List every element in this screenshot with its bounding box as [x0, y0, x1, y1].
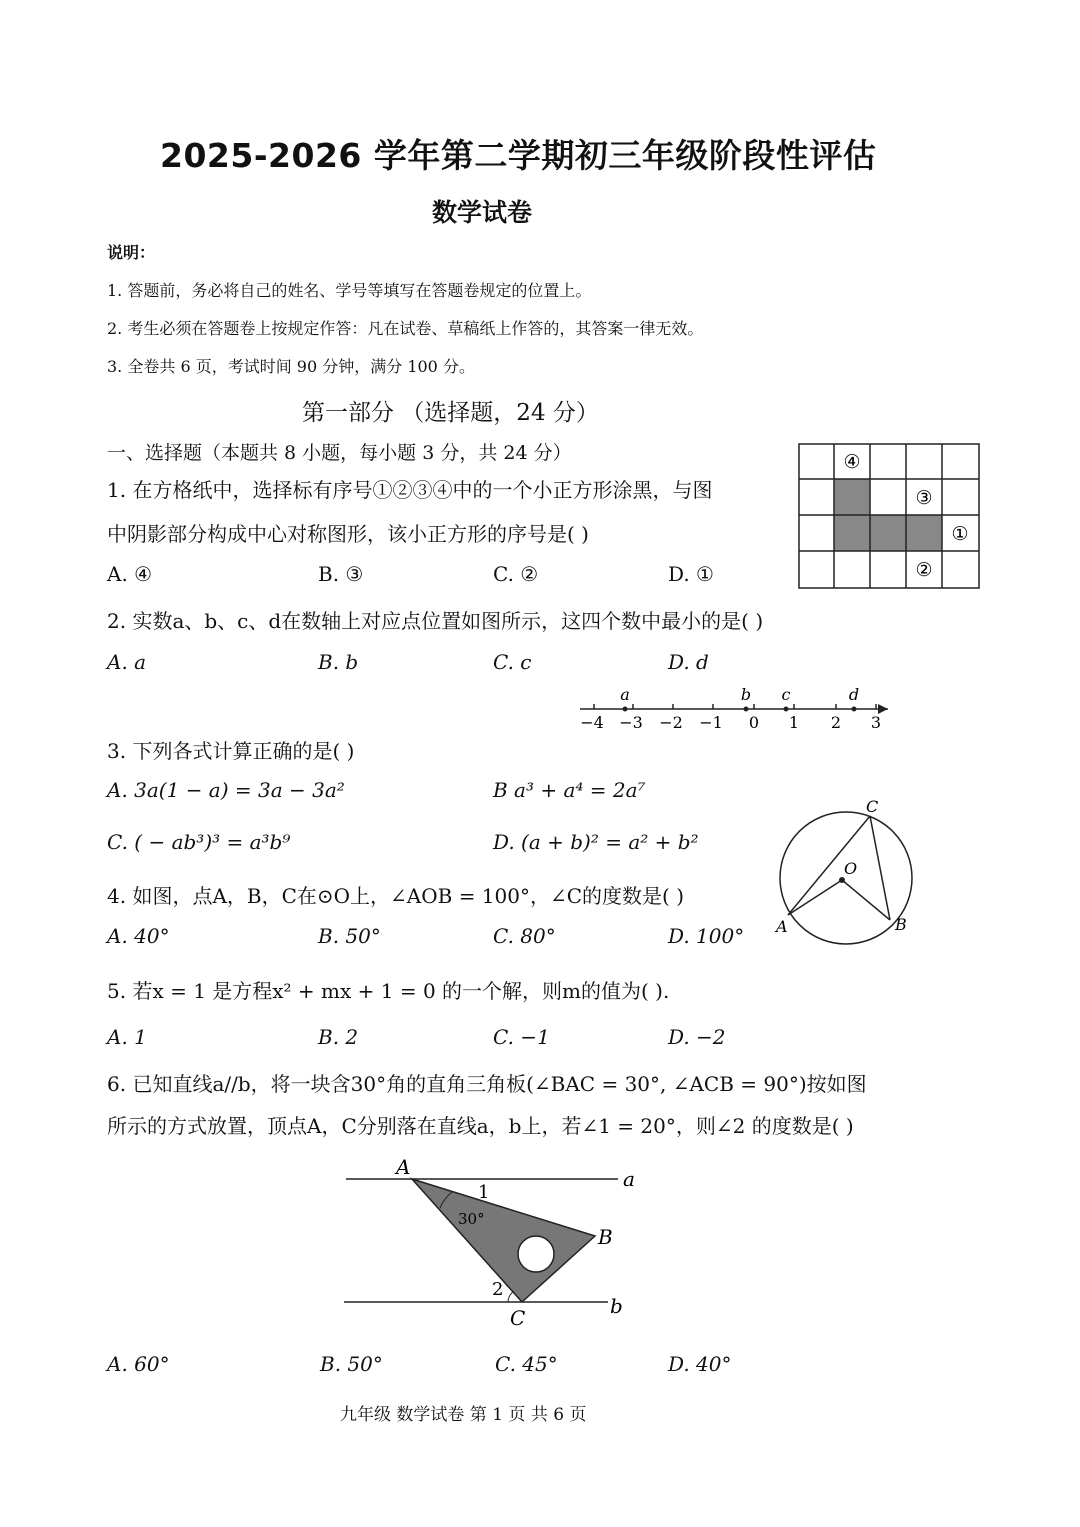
q5-option-a: A. 1	[107, 1025, 147, 1049]
label-a: A	[776, 917, 788, 936]
q6-option-d: D. 40°	[668, 1352, 732, 1376]
tick-label: −4	[580, 713, 604, 732]
q3-option-a: A. 3a(1 − a) = 3a − 3a²	[107, 778, 345, 802]
q6-option-b: B. 50°	[320, 1352, 383, 1376]
set-square-hole	[518, 1236, 554, 1272]
tick-label: −1	[699, 713, 723, 732]
q3-option-b: B a³ + a⁴ = 2a⁷	[493, 778, 646, 802]
grid-mark-2: ②	[915, 559, 933, 581]
tick-label: 2	[830, 713, 842, 732]
label-b: B	[895, 915, 907, 934]
tick-label: −2	[659, 713, 683, 732]
question-5: 5. 若x = 1 是方程x² + mx + 1 = 0 的一个解，则m的值为( ).	[107, 979, 670, 1003]
label-line-b: b	[610, 1294, 623, 1318]
grid-shaded-cell	[834, 479, 870, 515]
q6-option-a: A. 60°	[107, 1352, 170, 1376]
q4-option-b: B. 50°	[318, 924, 381, 948]
tick-label: 3	[870, 713, 882, 732]
point-a	[623, 707, 628, 712]
q2-number-line-figure	[570, 682, 900, 734]
label-angle-1: 1	[478, 1182, 490, 1203]
point-label-b: b	[740, 685, 752, 704]
exam-subject: 数学试卷	[432, 198, 533, 227]
label-c: C	[866, 798, 879, 816]
label-line-a: a	[623, 1167, 635, 1191]
exam-title: 2025-2026 学年第二学期初三年级阶段性评估	[160, 136, 877, 175]
section-heading: 一、选择题（本题共 8 小题，每小题 3 分，共 24 分）	[107, 442, 572, 464]
set-square	[412, 1179, 595, 1302]
instruction-item: 2. 考生必须在答题卷上按规定作答：凡在试卷、草稿纸上作答的，其答案一律无效。	[107, 319, 704, 338]
question-4: 4. 如图，点A，B，C在⊙O上，∠AOB = 100°，∠C的度数是( )	[107, 884, 685, 908]
tick-label: 0	[748, 713, 760, 732]
q2-option-a: A. a	[107, 650, 147, 674]
label-angle-30: 30°	[458, 1210, 485, 1228]
q1-option-d: D. ①	[668, 562, 714, 586]
point-label-d: d	[848, 685, 860, 704]
instructions-label: 说明：	[107, 243, 156, 262]
q6-option-c: C. 45°	[495, 1352, 558, 1376]
grid-shaded-cell	[870, 515, 906, 551]
tick-label: 1	[788, 713, 800, 732]
q6-triangle-figure	[340, 1150, 650, 1335]
grid-shaded-cell	[906, 515, 942, 551]
q2-option-c: C. c	[493, 650, 532, 674]
tick-label: −3	[619, 713, 643, 732]
q4-circle-figure	[770, 798, 920, 946]
question-2: 2. 实数a、b、c、d在数轴上对应点位置如图所示，这四个数中最小的是( )	[107, 609, 764, 633]
question-1-line-1: 1. 在方格纸中，选择标有序号①②③④中的一个小正方形涂黑，与图	[107, 478, 713, 502]
label-o: O	[844, 859, 858, 878]
q1-grid-figure	[798, 443, 980, 589]
q5-option-b: B. 2	[318, 1025, 359, 1049]
instruction-item: 1. 答题前，务必将自己的姓名、学号等填写在答题卷规定的位置上。	[107, 281, 592, 300]
segment-oa	[788, 880, 842, 915]
part-heading: 第一部分 （选择题，24 分）	[302, 400, 599, 426]
label-point-c: C	[510, 1306, 526, 1330]
grid-mark-1: ①	[951, 523, 969, 545]
q4-option-c: C. 80°	[493, 924, 556, 948]
q3-option-d: D. (a + b)² = a² + b²	[493, 830, 699, 854]
q2-option-d: D. d	[668, 650, 709, 674]
grid-mark-4: ④	[843, 451, 861, 473]
point-b	[744, 707, 749, 712]
q4-option-a: A. 40°	[107, 924, 170, 948]
q1-option-c: C. ②	[493, 562, 539, 586]
q5-option-c: C. −1	[493, 1025, 550, 1049]
question-6-line-1: 6. 已知直线a//b，将一块含30°角的直角三角板(∠BAC = 30°, ∠ACB = 90°)按如图	[107, 1072, 867, 1096]
page-footer: 九年级 数学试卷 第 1 页 共 6 页	[340, 1405, 587, 1425]
instruction-item: 3. 全卷共 6 页，考试时间 90 分钟，满分 100 分。	[107, 357, 475, 376]
circle-o	[780, 812, 912, 944]
point-d	[852, 707, 857, 712]
q3-option-c: C. ( − ab³)³ = a³b⁹	[107, 830, 291, 854]
point-c	[784, 707, 789, 712]
q5-option-d: D. −2	[668, 1025, 726, 1049]
label-angle-2: 2	[492, 1279, 504, 1300]
question-6-line-2: 所示的方式放置，顶点A，C分别落在直线a，b上，若∠1 = 20°，则∠2 的度数是( )	[107, 1114, 854, 1138]
q1-option-b: B. ③	[318, 562, 364, 586]
question-3: 3. 下列各式计算正确的是( )	[107, 739, 355, 763]
q4-option-d: D. 100°	[668, 924, 745, 948]
point-label-a: a	[620, 685, 630, 704]
grid-shaded-cell	[834, 515, 870, 551]
question-1-line-2: 中阴影部分构成中心对称图形，该小正方形的序号是( )	[107, 522, 589, 546]
q2-option-b: B. b	[318, 650, 359, 674]
label-point-b: B	[598, 1225, 613, 1249]
label-point-a: A	[396, 1155, 411, 1179]
grid-mark-3: ③	[915, 487, 933, 509]
point-label-c: c	[781, 685, 791, 704]
q1-option-a: A. ④	[107, 562, 153, 586]
segment-bc	[870, 816, 890, 920]
